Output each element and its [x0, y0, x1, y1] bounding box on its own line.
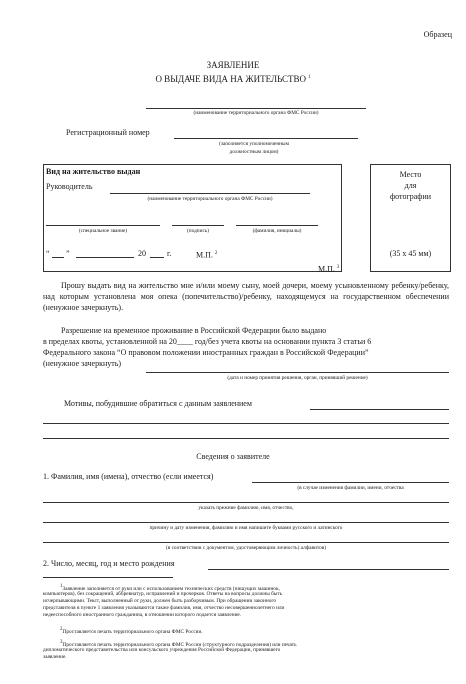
- footnote3-line2: дипломатического представительства или консульского учреждения Российской Федерации, принявшего: [43, 647, 281, 653]
- motives-field-1[interactable]: [310, 409, 449, 410]
- issued-stamp-footnote: 2: [214, 251, 218, 256]
- footnote1-line3: исчерпывающими. Текст, выполненный от руки, должен быть разборчивым. При обращении законного: [43, 598, 277, 604]
- sample-label: Образец: [423, 30, 452, 39]
- footnote1-mark: 1: [60, 584, 63, 589]
- permit-line3: Федерального закона “О правовом положении иностранных граждан в Российской Федерации”: [43, 348, 369, 357]
- photo-stamp-footnote: 3: [336, 265, 340, 270]
- head-authority-field[interactable]: [110, 193, 310, 194]
- footnote2: [58, 627, 203, 635]
- registration-caption-1: (заполняется уполномоченным: [219, 141, 289, 147]
- motives-field-3[interactable]: [43, 438, 449, 439]
- form-title-line2: [0, 72, 466, 85]
- date-year-prefix: 20: [138, 249, 146, 258]
- date-quote-open: “: [46, 249, 50, 258]
- q2-field[interactable]: [208, 569, 449, 570]
- permit-line1: Разрешение на временное проживание в Российской Федерации было выдано: [61, 326, 327, 335]
- issued-box-title: Вид на жительство выдан: [46, 167, 141, 176]
- footnote1-line5: недееспособного иностранного гражданина, в отношении которого подается заявление.: [43, 612, 242, 618]
- photo-size: (35 х 45 мм): [389, 249, 432, 258]
- photo-line3: фотографии: [389, 192, 432, 201]
- photo-line1: Место: [399, 170, 422, 179]
- rank-caption: (специальное звание): [78, 228, 128, 234]
- head-authority-caption: (наименование территориального органа ФМС России): [147, 196, 273, 202]
- q1-field-4[interactable]: [43, 542, 449, 543]
- motives-field-2[interactable]: [43, 423, 449, 424]
- issued-stamp-label: [196, 249, 217, 261]
- q1-caption-1: (в случае изменения фамилии, имени, отчества: [297, 485, 404, 491]
- date-month-field[interactable]: [76, 257, 134, 258]
- signature-field[interactable]: [172, 225, 224, 226]
- footnote1-line4: представителя в пункте 1 заявления указываются также фамилия, имя, отчество несовершеннолетнего или: [43, 605, 285, 611]
- footnote-separator: [43, 577, 173, 578]
- issued-box: [43, 164, 342, 272]
- date-year-suffix: г.: [167, 249, 172, 258]
- applicant-section-title: Сведения о заявителе: [196, 452, 270, 461]
- authority-caption: (наименование территориального органа ФМС России): [193, 110, 319, 116]
- officer-name-field[interactable]: [236, 225, 318, 226]
- footnote3-mark: 3: [60, 640, 63, 645]
- photo-stamp-text: М.П.: [318, 264, 335, 274]
- q1-field-3[interactable]: [43, 522, 449, 523]
- q1-caption-2: указать прежние фамилию, имя, отчество,: [198, 505, 294, 511]
- form-title-line1: ЗАЯВЛЕНИЕ: [206, 60, 260, 70]
- footnote2-text: Проставляется печать территориального органа ФМС России.: [62, 628, 203, 635]
- rank-field[interactable]: [46, 225, 160, 226]
- head-label: Руководитель: [46, 182, 93, 191]
- motives-label: Мотивы, побудившие обратиться с данным заявлением: [64, 399, 252, 408]
- photo-stamp-label: [318, 263, 339, 275]
- issued-stamp-text: М.П.: [196, 250, 213, 260]
- form-title-text: О ВЫДАЧЕ ВИДА НА ЖИТЕЛЬСТВО: [155, 74, 307, 84]
- q1-field-2[interactable]: [43, 502, 449, 503]
- footnote1-line2: компьютеров), без сокращений, аббревиатур, исправлений и прочерков. Ответы на вопросы должны быть: [43, 591, 283, 597]
- date-year-field[interactable]: [150, 257, 164, 258]
- q1-caption-4: (в соответствии с документом, удостоверяющим личность) алфавитов): [165, 545, 326, 551]
- registration-label: Регистрационный номер: [66, 128, 150, 137]
- date-quote-close: ”: [66, 249, 70, 258]
- q1-caption-3: причину и дату изменения, фамилию и имя напишите буквами русского и латинского: [149, 525, 343, 531]
- q2-label: 2. Число, месяц, год и место рождения: [43, 559, 175, 568]
- permit-decision-field[interactable]: [146, 372, 449, 373]
- q1-label: 1. Фамилия, имя (имена), отчество (если имеется): [43, 472, 214, 481]
- footnote3-text: Проставляется печать территориального органа ФМС России (структурного подразделения) или печать: [62, 641, 297, 648]
- request-paragraph: Прошу выдать вид на жительство мне и/или моему сыну, моей дочери, моему усыновленному ребенку/ребенку, над которым установлена моя опека (попечительство)/ребенку, находящемуся на государственном обеспечении (ненужное зачеркнуть).: [43, 281, 449, 312]
- permit-line2: в пределах квоты, установленной на 20____ год/без учета квоты на основании пункта 3 статьи 6: [43, 337, 372, 346]
- footnote3-line3: заявление.: [43, 654, 67, 660]
- date-day-field[interactable]: [52, 257, 64, 258]
- authority-line[interactable]: [146, 108, 366, 109]
- q1-field-1[interactable]: [252, 482, 449, 483]
- title-footnote-mark: 1: [308, 75, 311, 80]
- footnote2-mark: 2: [60, 627, 63, 632]
- registration-number-field[interactable]: [174, 138, 358, 139]
- photo-line2: для: [404, 181, 417, 190]
- permit-decision-caption: (дата и номер принятия решения, орган, принявший решение): [227, 375, 368, 381]
- permit-line4: (ненужное зачеркнуть): [43, 359, 122, 368]
- officer-name-caption: (фамилия, инициалы): [252, 228, 302, 234]
- registration-caption-2: должностным лицом): [229, 149, 279, 155]
- signature-caption: (подпись): [187, 228, 209, 234]
- footnote1-text: Заявление заполняется от руки или с использованием технических средств (пишущих машинок,: [62, 585, 280, 592]
